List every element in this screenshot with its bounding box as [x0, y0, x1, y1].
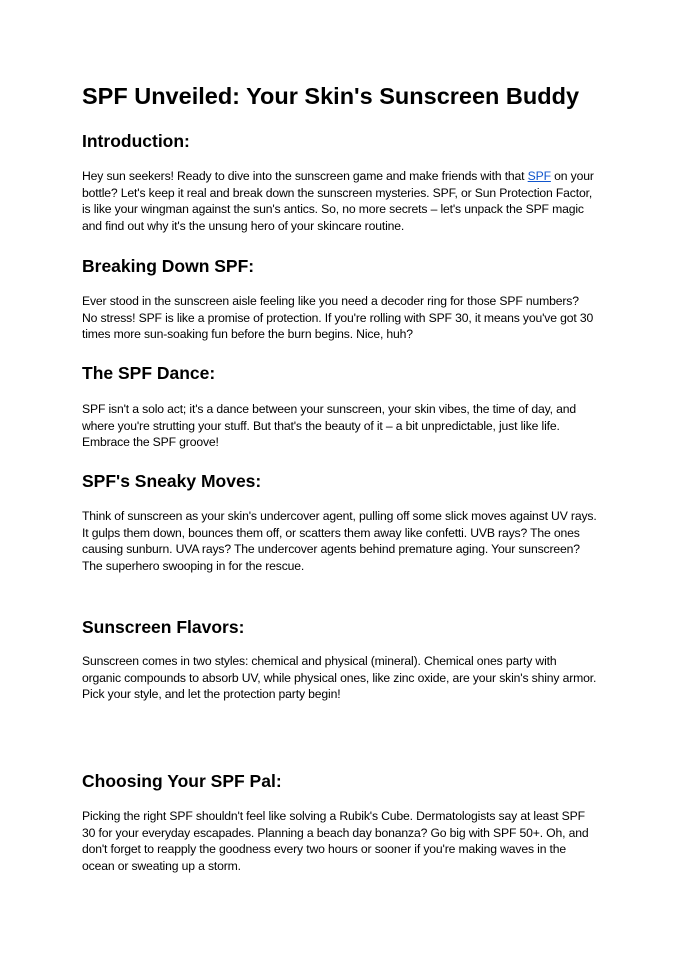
intro-text-end: on your bottle? Let's keep it real and break down the sunscreen mysteries. SPF, or Sun Protection Factor, is like your wingman against the sun's antics. So, no more secrets – let's unpack the SPF magic and find out why it's the unsung hero of your skincare routine.: [82, 169, 594, 233]
intro-text-start: Hey sun seekers! Ready to dive into the sunscreen game and make friends with that: [82, 169, 528, 183]
heading-choosing-spf: Choosing Your SPF Pal:: [82, 771, 282, 791]
heading-spf-sneaky-moves: SPF's Sneaky Moves:: [82, 471, 262, 491]
paragraph-spf-dance: SPF isn't a solo act; it's a dance between your sunscreen, your skin vibes, the time of day, and where you're strutting your stuff. But that's the beauty of it – a bit unpredictable, just like life. Embrace the SPF groove!: [82, 402, 577, 449]
spf-link[interactable]: SPF: [527, 169, 551, 183]
heading-sunscreen-flavors: Sunscreen Flavors:: [82, 617, 245, 637]
document-title: SPF Unveiled: Your Skin's Sunscreen Buddy: [82, 83, 580, 109]
heading-breaking-down-spf: Breaking Down SPF:: [82, 256, 255, 276]
heading-introduction: Introduction:: [82, 131, 190, 151]
heading-spf-dance: The SPF Dance:: [82, 363, 216, 383]
paragraph-spf-sneaky-moves: Think of sunscreen as your skin's undercover agent, pulling off some slick moves against UV rays. It gulps them down, bounces them off, or scatters them away like confetti. UVB rays? The ones causing sunburn. UVA rays? The undercover agents behind premature aging. Your sunscreen? The superhero swooping in for the rescue.: [82, 509, 597, 573]
paragraph-choosing-spf: Picking the right SPF shouldn't feel like solving a Rubik's Cube. Dermatologists say at least SPF 30 for your everyday escapades. Planning a beach day bonanza? Go big with SPF 50+. Oh, and don't forget to reapply the goodness every two hours or sooner if you're making waves in the ocean or sweating up a storm.: [82, 809, 589, 873]
paragraph-breaking-down-spf: Ever stood in the sunscreen aisle feeling like you need a decoder ring for those SPF numbers? No stress! SPF is like a promise of protection. If you're rolling with SPF 30, it means you've got 30 times more sun-soaking fun before the burn begins. Nice, huh?: [82, 294, 594, 341]
paragraph-sunscreen-flavors: Sunscreen comes in two styles: chemical and physical (mineral). Chemical ones party with organic compounds to absorb UV, while physical ones, like zinc oxide, are your skin's shiny armor. Pick your style, and let the protection party begin!: [82, 654, 597, 701]
paragraph-introduction: [82, 168, 597, 234]
